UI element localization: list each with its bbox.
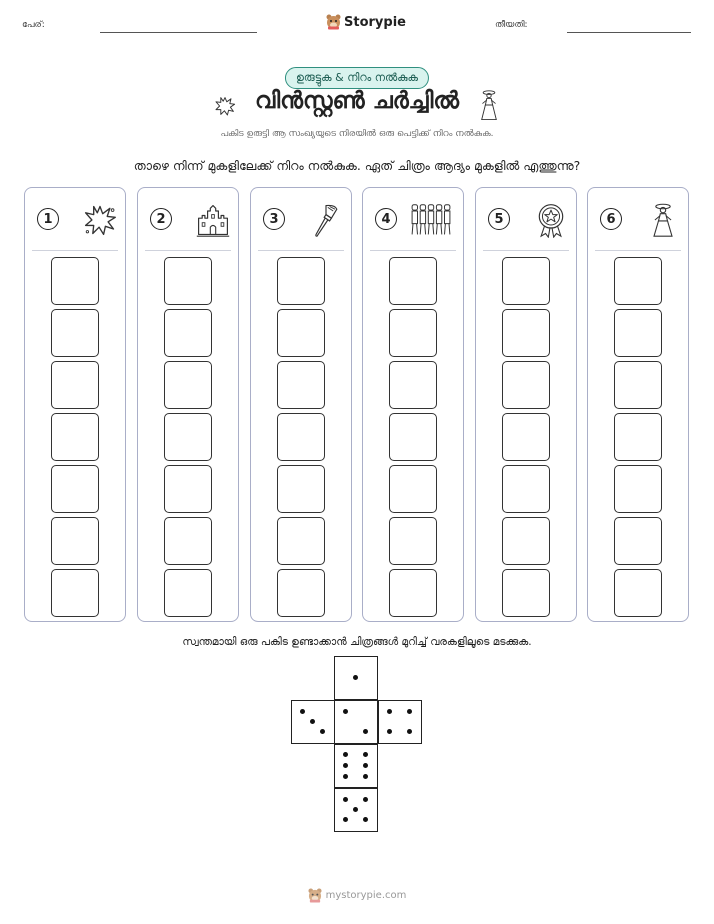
color-box[interactable] bbox=[277, 465, 325, 513]
color-box[interactable] bbox=[389, 257, 437, 305]
brand-logo bbox=[326, 14, 406, 30]
footer bbox=[0, 888, 714, 903]
color-box[interactable] bbox=[277, 309, 325, 357]
color-box[interactable] bbox=[502, 465, 550, 513]
brand-name: Storypie bbox=[344, 14, 406, 30]
color-box[interactable] bbox=[502, 257, 550, 305]
column-1 bbox=[24, 187, 126, 622]
column-4 bbox=[362, 187, 464, 622]
bear-icon bbox=[326, 14, 341, 30]
color-box[interactable] bbox=[389, 361, 437, 409]
color-box[interactable] bbox=[164, 413, 212, 461]
name-label: പേര്: bbox=[22, 20, 45, 30]
color-box[interactable] bbox=[277, 413, 325, 461]
color-box[interactable] bbox=[164, 257, 212, 305]
paintbrush-icon bbox=[307, 202, 345, 238]
column-6 bbox=[587, 187, 689, 622]
color-box[interactable] bbox=[51, 413, 99, 461]
dice-instruction: സ്വന്തമായി ഒരു പകിട ഉണ്ടാക്കാൻ ചിത്രങ്ങൾ മുറിച്ച് വരകളിലൂടെ മടക്കുക. bbox=[182, 636, 532, 648]
date-label: തീയതി: bbox=[495, 20, 528, 30]
soldiers-icon bbox=[407, 202, 455, 238]
page-title: വിൻസ്റ്റൺ ചർച്ചിൽ bbox=[254, 88, 459, 114]
color-box[interactable] bbox=[164, 465, 212, 513]
die-face-3 bbox=[291, 700, 335, 744]
color-box[interactable] bbox=[277, 569, 325, 617]
column-number: 6 bbox=[600, 208, 622, 230]
color-box[interactable] bbox=[51, 361, 99, 409]
color-box[interactable] bbox=[277, 517, 325, 565]
color-box[interactable] bbox=[51, 309, 99, 357]
color-box[interactable] bbox=[51, 517, 99, 565]
activity-badge: ഉരുട്ടുക & നിറം നൽകുക bbox=[285, 67, 429, 89]
color-box[interactable] bbox=[614, 413, 662, 461]
color-box[interactable] bbox=[614, 257, 662, 305]
splat-icon bbox=[81, 202, 119, 238]
color-box[interactable] bbox=[502, 413, 550, 461]
name-line[interactable] bbox=[100, 32, 257, 33]
color-box[interactable] bbox=[164, 569, 212, 617]
column-number: 4 bbox=[375, 208, 397, 230]
die-face-2 bbox=[334, 700, 378, 744]
die-face-5 bbox=[334, 788, 378, 832]
castle-icon bbox=[194, 202, 232, 238]
lady-icon bbox=[644, 202, 682, 238]
color-box[interactable] bbox=[502, 361, 550, 409]
color-box[interactable] bbox=[614, 309, 662, 357]
column-2 bbox=[137, 187, 239, 622]
medal-icon bbox=[532, 202, 570, 238]
color-box[interactable] bbox=[614, 465, 662, 513]
color-box[interactable] bbox=[389, 569, 437, 617]
color-box[interactable] bbox=[51, 569, 99, 617]
color-box[interactable] bbox=[502, 569, 550, 617]
color-box[interactable] bbox=[614, 361, 662, 409]
bear-icon bbox=[308, 888, 322, 903]
color-box[interactable] bbox=[277, 361, 325, 409]
die-face-6 bbox=[334, 744, 378, 788]
column-5 bbox=[475, 187, 577, 622]
color-box[interactable] bbox=[164, 517, 212, 565]
color-box[interactable] bbox=[389, 413, 437, 461]
die-face-4 bbox=[378, 700, 422, 744]
column-number: 2 bbox=[150, 208, 172, 230]
lady-icon bbox=[478, 89, 500, 121]
subtitle: പകിട ഉരുട്ടി ആ സംഖ്യയുടെ നിരയിൽ ഒരു പെട്ടിക്ക് നിറം നൽകുക. bbox=[220, 129, 494, 139]
die-face-1 bbox=[334, 656, 378, 700]
column-number: 5 bbox=[488, 208, 510, 230]
footer-url[interactable]: mystorypie.com bbox=[325, 890, 407, 901]
column-number: 1 bbox=[37, 208, 59, 230]
color-box[interactable] bbox=[614, 569, 662, 617]
color-box[interactable] bbox=[277, 257, 325, 305]
color-box[interactable] bbox=[164, 309, 212, 357]
color-box[interactable] bbox=[51, 257, 99, 305]
color-box[interactable] bbox=[389, 517, 437, 565]
color-box[interactable] bbox=[389, 465, 437, 513]
color-box[interactable] bbox=[164, 361, 212, 409]
column-3 bbox=[250, 187, 352, 622]
date-line[interactable] bbox=[567, 32, 691, 33]
question: താഴെ നിന്ന് മുകളിലേക്ക് നിറം നൽകുക. ഏത് ചിത്രം ആദ്യം മുകളിൽ എത്തുന്നു? bbox=[133, 158, 581, 173]
column-number: 3 bbox=[263, 208, 285, 230]
color-box[interactable] bbox=[502, 517, 550, 565]
color-box[interactable] bbox=[614, 517, 662, 565]
color-box[interactable] bbox=[502, 309, 550, 357]
color-box[interactable] bbox=[389, 309, 437, 357]
color-box[interactable] bbox=[51, 465, 99, 513]
